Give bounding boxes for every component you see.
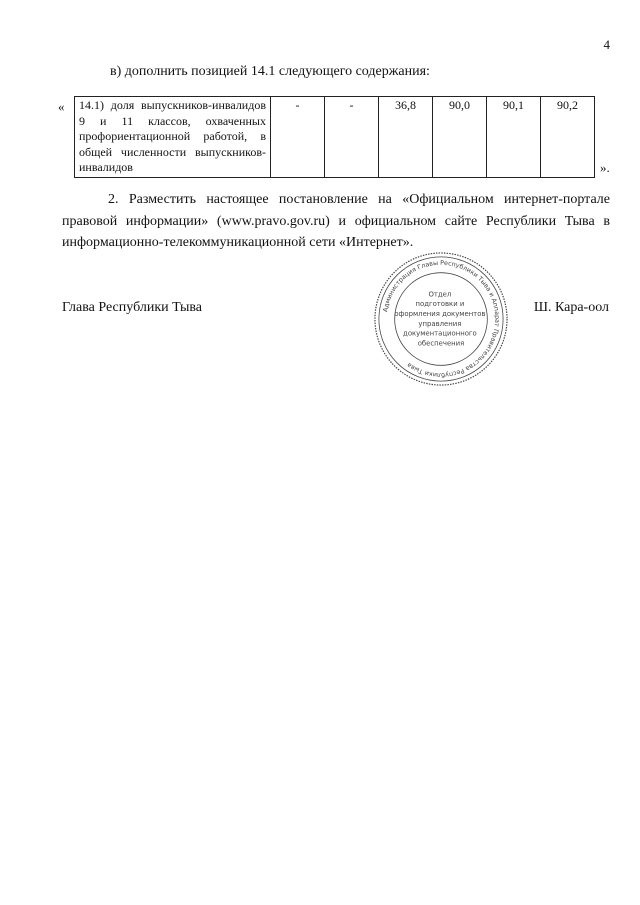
value-cell-2: - xyxy=(325,97,379,178)
amendment-intro: в) дополнить позицией 14.1 следующего содержания: xyxy=(110,64,430,79)
signatory-title: Глава Республики Тыва xyxy=(62,300,203,315)
value-cell-5: 90,1 xyxy=(487,97,541,178)
stamp-ring-text: Администрация Главы Республики Тыва и Аппарат Правительства Республики Тыва xyxy=(382,259,501,379)
row-description: 14.1) доля выпускников-инвалидов 9 и 11 классов, охваченных профориентационной работой, в общей численности выпускников-инвалидов xyxy=(75,97,271,178)
amendment-table xyxy=(74,96,595,178)
value-cell-6: 90,2 xyxy=(541,97,595,178)
clause-2-paragraph: 2. Разместить настоящее постановление на «Официальном интернет-портале правовой информации» (www.pravo.gov.ru) и официальном сайте Республики Тыва в информационно-телекоммуникационной сети «Интернет». xyxy=(62,192,610,250)
value-cell-4: 90,0 xyxy=(433,97,487,178)
closing-quote: ». xyxy=(600,160,610,175)
table-row xyxy=(75,97,595,178)
signatory-name: Ш. Кара-оол xyxy=(533,300,609,315)
page-number: 4 xyxy=(603,37,610,52)
stamp-center-text: Отдел подготовки и оформления документов управления документационного обеспечения xyxy=(394,290,486,348)
value-cell-1: - xyxy=(271,97,325,178)
official-stamp xyxy=(372,250,510,388)
opening-quote: « xyxy=(58,99,65,114)
value-cell-3: 36,8 xyxy=(379,97,433,178)
